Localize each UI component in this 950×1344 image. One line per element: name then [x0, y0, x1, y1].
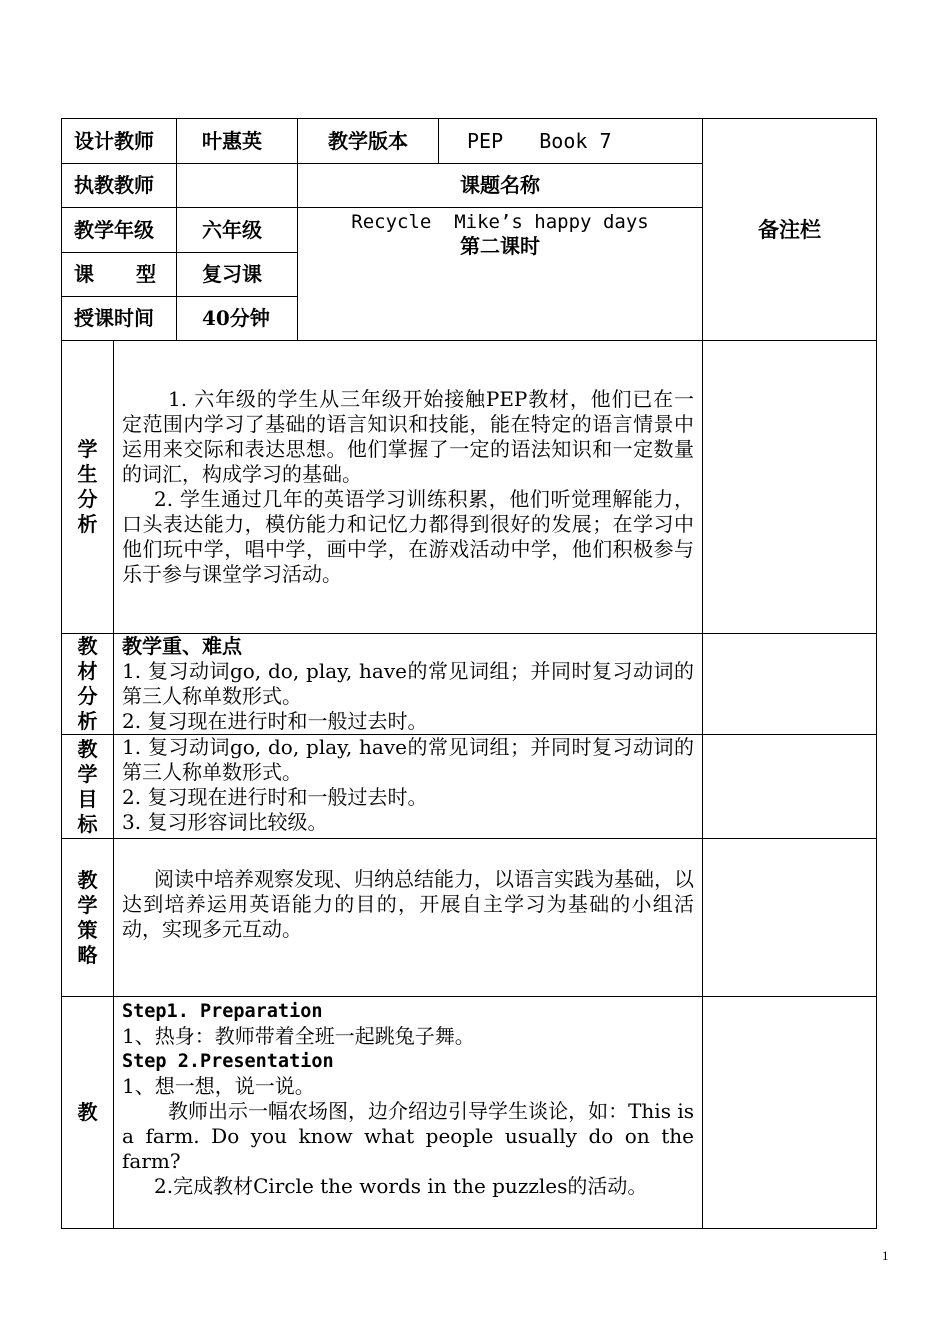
- notes-cell: [703, 839, 877, 997]
- label-char: 目: [77, 786, 98, 811]
- label-char: 分: [77, 684, 98, 708]
- step2-item1: 1、想一想，说一说。: [122, 1074, 315, 1098]
- label-char: 略: [77, 942, 98, 967]
- label-char: 分: [77, 487, 98, 511]
- material-item-2: 2. 复习现在进行时和一般过去时。: [122, 709, 428, 733]
- edition-label: 教学版本: [298, 119, 439, 164]
- notes-cell: [703, 634, 877, 735]
- step1-item: 1、热身：教师带着全班一起跳兔子舞。: [122, 1024, 475, 1048]
- page-number: 1: [882, 1248, 889, 1263]
- objective-item-2: 2. 复习现在进行时和一般过去时。: [122, 785, 428, 809]
- step1-heading: Step1. Preparation: [122, 1001, 323, 1022]
- material-item-1: 1. 复习动词go, do, play, have的常见词组；并同时复习动词的第三人称单数形式。: [122, 659, 694, 708]
- step2-item2: 2.完成教材Circle the words in the puzzles的活动。: [154, 1174, 648, 1198]
- strategy-text: 阅读中培养观察发现、归纳总结能力，以语言实践为基础，以达到培养运用英语能力的目的，开展自主学习为基础的小组活动，实现多元互动。: [122, 867, 694, 941]
- notes-cell: [703, 341, 877, 634]
- notes-column-header: 备注栏: [703, 119, 877, 341]
- student-analysis-label: [62, 341, 114, 634]
- student-analysis-paragraph-1: 1. 六年级的学生从三年级开始接触PEP教材，他们已在一定范围内学习了基础的语言知识和技能，能在特定的语言情景中运用来交际和表达思想。他们掌握了一定的语法知识和一定数量的词汇，构成学习的基础。: [122, 387, 694, 486]
- notes-cell: [703, 735, 877, 839]
- label-char: 学: [77, 892, 98, 917]
- time-label: 授课时间: [62, 297, 177, 341]
- type-value: 复习课: [177, 253, 298, 297]
- label-char: 教: [77, 634, 98, 658]
- material-analysis-label: [62, 634, 114, 735]
- topic-value: [298, 208, 703, 341]
- step2-heading: Step 2.Presentation: [122, 1051, 334, 1072]
- lesson-plan-table: [61, 118, 877, 1229]
- process-content: [114, 997, 703, 1229]
- material-analysis-content: [114, 634, 703, 735]
- edition-value: PEP Book 7: [439, 119, 703, 164]
- process-label: 教: [62, 997, 114, 1229]
- designer-name: 叶惠英: [177, 119, 298, 164]
- label-char: 教: [77, 736, 98, 761]
- label-char: 标: [77, 811, 98, 836]
- step2-item1-text: 教师出示一幅农场图，边介绍边引导学生谈论，如：This is a farm. Do you know what people usually do on the farm?: [122, 1099, 694, 1173]
- grade-label: 教学年级: [62, 208, 177, 253]
- label-char: 析: [77, 512, 98, 536]
- objective-item-3: 3. 复习形容词比较级。: [122, 810, 328, 834]
- strategy-content: [114, 839, 703, 997]
- topic-value-line2: 第二课时: [460, 234, 540, 258]
- teacher-label: 执教教师: [62, 164, 177, 208]
- designer-label: 设计教师: [62, 119, 177, 164]
- topic-value-line1: Recycle Mike’s happy days: [351, 211, 649, 233]
- teacher-name: [177, 164, 298, 208]
- key-points-heading: 教学重、难点: [122, 634, 242, 658]
- label-char: 析: [77, 709, 98, 733]
- topic-label: 课题名称: [298, 164, 703, 208]
- label-char: 生: [77, 462, 98, 486]
- student-analysis-content: [114, 341, 703, 634]
- label-char: 教: [77, 867, 98, 892]
- label-char: 策: [77, 917, 98, 942]
- strategy-label: [62, 839, 114, 997]
- notes-cell: [703, 997, 877, 1229]
- objectives-label: [62, 735, 114, 839]
- label-char: 材: [77, 659, 98, 683]
- label-char: 学: [77, 761, 98, 786]
- time-value: 40分钟: [177, 297, 298, 341]
- student-analysis-paragraph-2: 2. 学生通过几年的英语学习训练积累，他们听觉理解能力，口头表达能力，模仿能力和记忆力都得到很好的发展；在学习中他们玩中学，唱中学，画中学，在游戏活动中学，他们积极参与乐于参与课堂学习活动。: [122, 487, 694, 586]
- objectives-content: [114, 735, 703, 839]
- type-label: 课 型: [62, 253, 177, 297]
- label-char: 学: [77, 437, 98, 461]
- objective-item-1: 1. 复习动词go, do, play, have的常见词组；并同时复习动词的第三人称单数形式。: [122, 735, 694, 784]
- grade-value: 六年级: [177, 208, 298, 253]
